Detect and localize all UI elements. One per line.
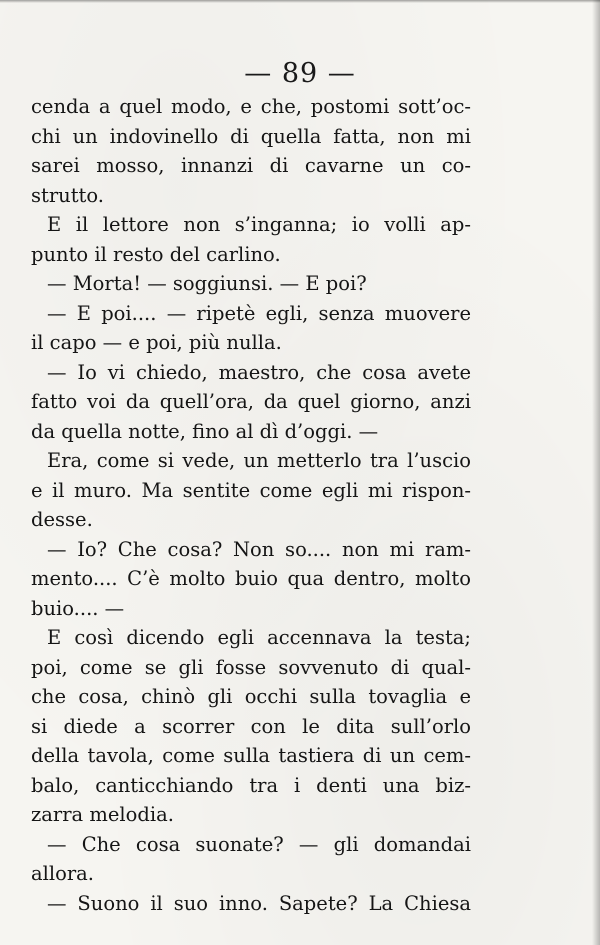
page-gutter-shadow [592, 0, 600, 945]
text-line-24: balo, canticchiando tra i denti una biz- [31, 773, 471, 797]
text-line-4: strutto. [31, 183, 104, 207]
text-line-15: desse. [31, 508, 93, 531]
text-line-10: — Io vi chiedo, maestro, che cosa avete [47, 360, 471, 384]
text-line-11: fatto voi da quell’ora, da quel giorno, anzi [31, 390, 471, 413]
body-text [31, 92, 471, 918]
text-line-3: sarei mosso, innanzi di cavarne un co- [31, 154, 471, 177]
text-line-7: — Morta! — soggiunsi. — E poi? [47, 272, 367, 295]
text-line-23: della tavola, come sulla tastiera di un cem- [31, 744, 471, 767]
text-line-22: si diede a scorrer con le dita sull’orlo [31, 714, 471, 738]
text-line-2: chi un indovinello di quella fatta, non mi [31, 124, 471, 148]
text-line-18: buio.... — [31, 596, 125, 620]
text-line-20: poi, come se gli fosse sovvenuto di qual- [31, 655, 471, 679]
text-line-27: allora. [31, 862, 94, 885]
text-line-28: — Suono il suo inno. Sapete? La Chiesa [47, 891, 471, 915]
text-line-6: punto il resto del carlino. [31, 242, 281, 266]
text-line-25: zarra melodia. [31, 803, 174, 826]
page-number: — 89 — [244, 58, 356, 89]
text-line-19: E così dicendo egli accennava la testa; [47, 626, 471, 649]
text-line-16: — Io? Che cosa? Non so.... non mi ram- [47, 537, 471, 561]
text-line-5: E il lettore non s’inganna; io volli ap- [47, 213, 471, 236]
text-line-8: — E poi.... — ripetè egli, senza muovere [47, 301, 471, 325]
text-line-12: da quella notte, fino al dì d’oggi. — [31, 419, 379, 443]
text-line-1: cenda a quel modo, e che, postomi sott’oc- [31, 95, 471, 118]
text-line-13: Era, come si vede, un metterlo tra l’uscio [47, 449, 471, 472]
text-line-14: e il muro. Ma sentite come egli mi rispon- [31, 478, 471, 502]
text-line-21: che cosa, chinò gli occhi sulla tovaglia e [31, 685, 471, 708]
text-line-26: — Che cosa suonate? — gli domandai [47, 832, 471, 856]
text-line-17: mento.... C’è molto buio qua dentro, molto [31, 567, 471, 590]
page-top-edge [0, 0, 600, 3]
text-line-9: il capo — e poi, più nulla. [31, 331, 282, 354]
